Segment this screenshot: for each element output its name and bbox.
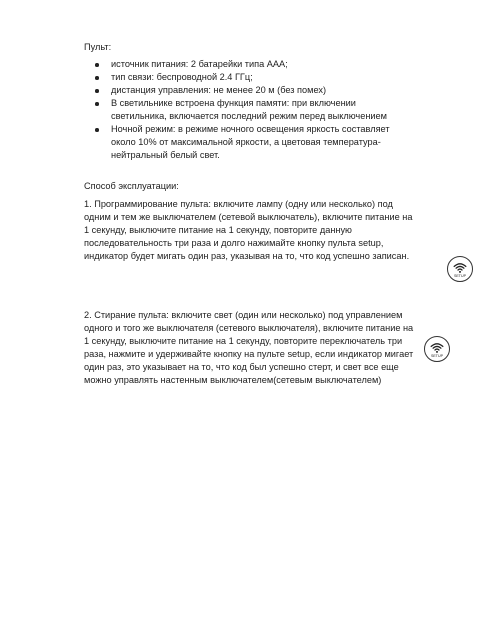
bullet-icon [95, 76, 99, 80]
bullet-icon [95, 102, 99, 106]
wifi-setup-icon [424, 336, 450, 362]
bullet-icon [95, 63, 99, 67]
list-item: источник питания: 2 батарейки типа ААА; [84, 58, 414, 71]
step-erasing: 2. Стирание пульта: включите свет (один или несколько) под управлением одного и того же выключателя (сетевого выключателя), включите питание на 1 секунду, выключите питание на 1 секунду, повторите переключатель три раза, нажмите и удерживайте кнопку на пульте setup, если индикатор мигает один раз, это указывает на то, что код был успешно стерт, и свет все еще можно управлять настенным выключателем(сетевым выключателем) [84, 310, 414, 385]
list-item: дистанция управления: не менее 20 м (без помех) [84, 84, 414, 97]
svg-text:SETUP: SETUP [454, 274, 466, 279]
step-programming: 1. Программирование пульта: включите лампу (одну или несколько) под одним и тем же выключателем (сетевой выключатель), включите питание на 1 секунду, выключите питание на 1 секунду, повторите данную последовательность три раза и долго нажимайте кнопку пульта setup, индикатор будет мигать один раз, указывая на то, что код успешно записан. [84, 199, 413, 261]
bullet-icon [95, 128, 99, 132]
list-item: В светильнике встроена функция памяти: при включении светильника, включается последний режим перед выключением [84, 97, 414, 123]
wifi-setup-icon [447, 256, 473, 282]
remote-specs-list [84, 58, 414, 162]
remote-heading: Пульт: [84, 42, 112, 52]
bullet-icon [95, 89, 99, 93]
usage-title: Способ эксплуатации: [84, 181, 179, 191]
svg-text:SETUP: SETUP [431, 354, 443, 359]
list-item: тип связи: беспроводной 2.4 ГГц; [84, 71, 414, 84]
list-item: Ночной режим: в режиме ночного освещения яркость составляет около 10% от максимальной яркости, а цветовая температура-нейтральный белый свет. [84, 123, 414, 162]
